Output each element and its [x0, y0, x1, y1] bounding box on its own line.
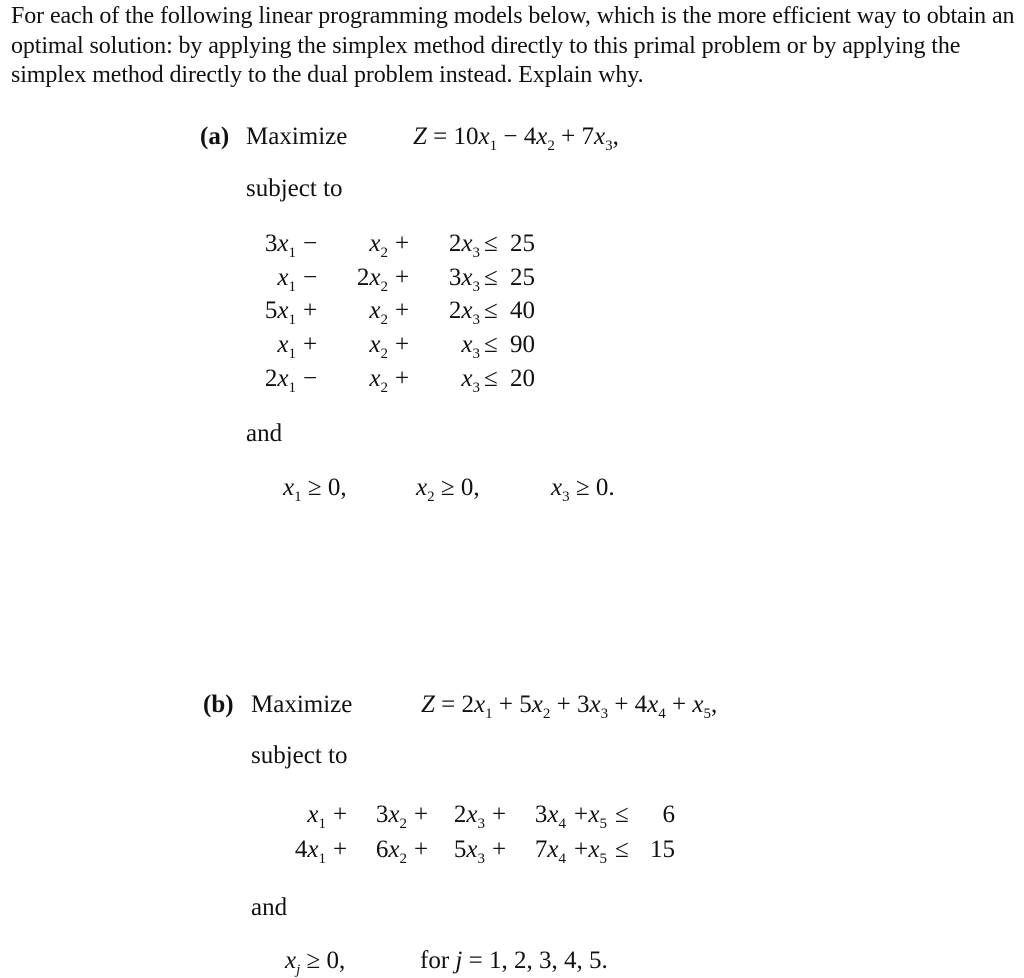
constraint-a-1-rhs: 25 — [510, 230, 535, 257]
part-b-subject-to: subject to — [251, 742, 348, 769]
nonneg-a-x2: $x_2 \ge 0$, — [416, 474, 480, 505]
constraint-a-3-rhs: 40 — [510, 297, 535, 324]
nonneg-a-x1: $x_1 \ge 0$, — [283, 474, 347, 505]
nonneg-b-range: for j = 1, 2, 3, 4, 5. — [420, 947, 608, 974]
part-a-label: (a) — [200, 123, 230, 150]
part-a-subject-to: subject to — [246, 175, 343, 202]
nonneg-b-xj: $x_j \ge 0$, — [285, 947, 346, 978]
constraint-a-3: $5x_1$ + $x_2$ + $2x_3$ ≤ 40 — [264, 297, 535, 328]
constraint-a-4-rhs: 90 — [510, 331, 535, 358]
nonneg-a-x3: $x_3 \ge 0$. — [551, 474, 615, 505]
constraint-b-1: $x_1$ + $3x_2$ + $2x_3$ + $3x_4$ + $x_5$ ≤ 6 — [307, 801, 675, 832]
constraint-b-1-rhs: 6 — [662, 801, 675, 828]
constraint-b-2: $4x_1$ + $6x_2$ + $5x_3$ + $7x_4$ + $x_5$ ≤ 15 — [294, 836, 675, 867]
problem-statement: For each of the following linear programming models below, which is the more efficient way to obtain an optimal solution: by applying the simplex method directly to this primal problem or by applying the simplex method directly to the dual problem instead. Explain why. — [11, 3, 1015, 88]
part-b-label: (b) — [203, 691, 234, 718]
constraint-b-2-rhs: 15 — [650, 836, 675, 863]
part-a-maximize: Maximize — [246, 123, 348, 150]
constraint-a-1: $3x_1$ − $x_2$ + $2x_3$ ≤ 25 — [264, 230, 535, 261]
part-a-and: and — [246, 420, 283, 447]
constraint-a-4: $x_1$ + $x_2$ + $x_3$ ≤ 90 — [277, 331, 535, 362]
part-a-objective: $Z = 10x_1 - 4x_2 + 7x_3$, — [413, 123, 619, 154]
part-b-objective: $Z = 2x_1 + 5x_2 + 3x_3 + 4x_4 + x_5$, — [421, 691, 718, 722]
part-b-maximize: Maximize — [251, 691, 353, 718]
constraint-a-2: $x_1$ − $2x_2$ + $3x_3$ ≤ 25 — [277, 264, 535, 295]
part-b-and: and — [251, 894, 288, 921]
constraint-a-5-rhs: 20 — [510, 365, 535, 392]
constraint-a-5: $2x_1$ − $x_2$ + $x_3$ ≤ 20 — [264, 365, 535, 396]
constraint-a-2-rhs: 25 — [510, 264, 535, 291]
